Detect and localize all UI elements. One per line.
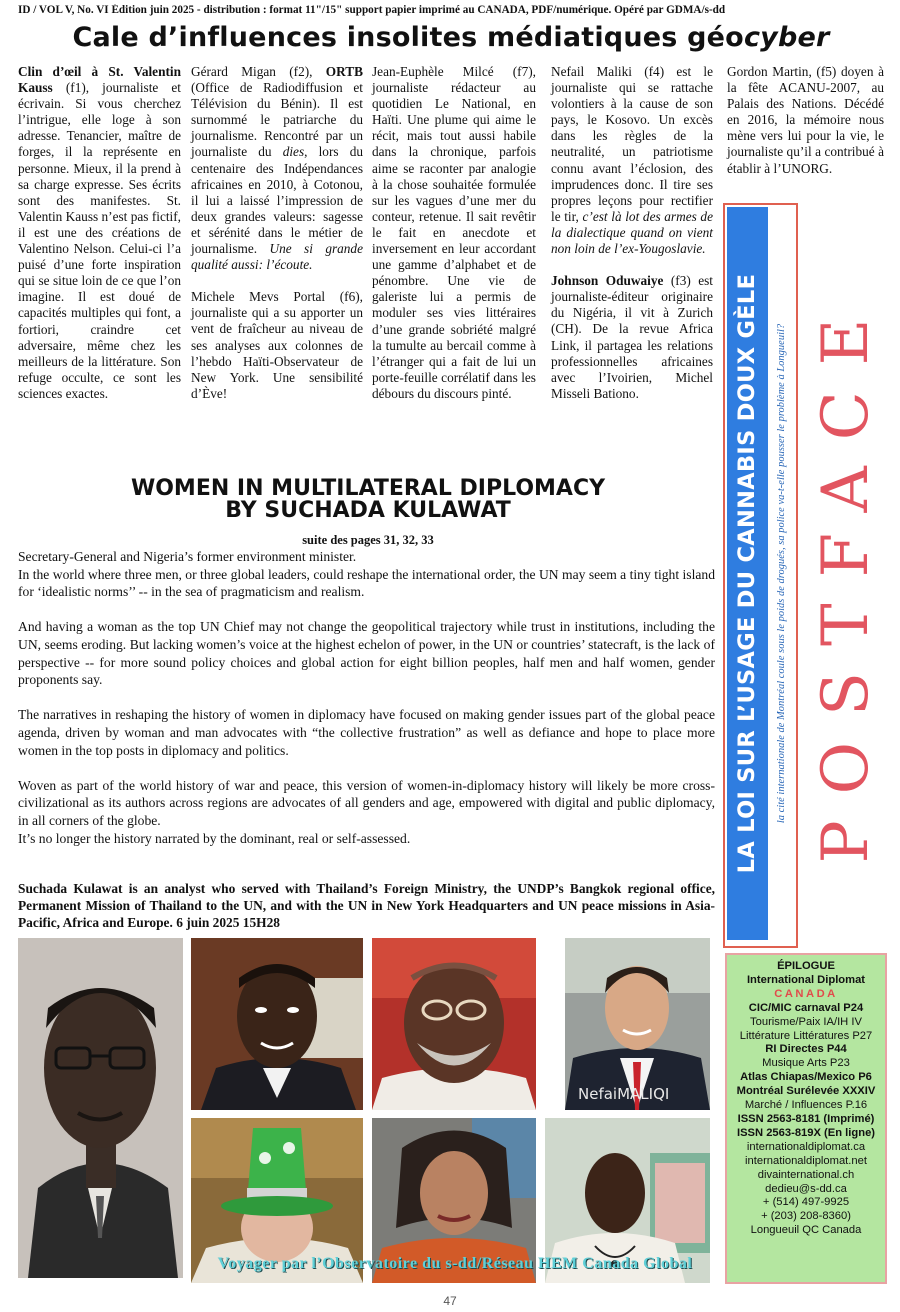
article-paragraph: It’s no longer the history narrated by the dominant, real or self-assessed. xyxy=(18,830,411,846)
column-migan-mevs xyxy=(191,64,363,402)
photo-f1-portrait xyxy=(18,938,183,1278)
contact-website-ca[interactable]: internationaldiplomat.ca xyxy=(746,1140,866,1153)
edition-header: ID / VOL V, No. VI Édition juin 2025 - distribution : format 11"/15" support papier imprimé au CANADA, PDF/numérique. Opéré par GDMA/s-dd xyxy=(18,4,726,16)
article-paragraph: Woven as part of the world history of war and peace, this version of women-in-diplomacy history will likely be more cross-civilizational as its authors across regions are advocates of all genders and age, empowered with digital and public diplomacy, in all corners of the globe. xyxy=(18,777,715,828)
column-martin xyxy=(727,64,884,177)
col2-p1-name: Gérard Migan xyxy=(191,64,276,79)
page-title-italic: cyber xyxy=(743,22,830,53)
col1-name: Clin d’œil à St. Valentin Kauss xyxy=(18,64,181,96)
col3-name: Jean-Euphèle Milcé xyxy=(372,64,494,79)
col4-p1-italic: c’est là lot des armes de la dialectique quand on vient non loin de l’ex-Yougoslavie. xyxy=(551,208,713,257)
article-title xyxy=(18,478,718,522)
col2-p1-dies: dies xyxy=(282,144,305,160)
photo-f2-drawing xyxy=(191,938,363,1110)
epilogue-country: CANADA xyxy=(774,987,838,1000)
photo-caption: Voyager par l’Observatoire du s-dd/Réseau HEM Canada Global xyxy=(217,1255,693,1272)
epilogue-item[interactable]: Atlas Chiapas/Mexico P6 xyxy=(740,1071,872,1084)
col5-text: , (f5) doyen à la fête ACANU-2007, au Palais des Nations. Décédé en 2016, la mémoire nous mène vers lui pour la vie, le journaliste qu’il a contribué à établir à l’UNORG. xyxy=(727,64,884,176)
epilogue-issn-online: ISSN 2563-819X (En ligne) xyxy=(736,1126,876,1139)
epilogue-item[interactable]: Marché / Influences P.16 xyxy=(744,1099,868,1112)
epilogue-item[interactable]: CIC/MIC carnaval P24 xyxy=(748,1001,864,1014)
col4-p2-name: Johnson Oduwaiye xyxy=(551,273,664,289)
sidebar-vertical-subtitle: la cité internationale de Montréal coule sous le poids de drogués, sa police va-t-elle pousser le problème à Longueuil? xyxy=(776,323,787,824)
article-paragraph: And having a woman as the top UN Chief may not change the geopolitical trajectory while trust in institutions, including the UN, seems eroding. But lacking women’s voice at the highest echelon of power, in the UN or countries’ statecraft, is the lack of perspective -- for more sound policy choices and global action for eight billion peoples, half men and half women, gender proponents say. xyxy=(18,619,715,688)
epilogue-subtitle: International Diplomat xyxy=(746,973,866,986)
epilogue-item[interactable]: Musique Arts P23 xyxy=(762,1057,850,1070)
epilogue-item[interactable]: Montréal Surélevée XXXIV xyxy=(736,1085,876,1098)
col2-p2-name: Michele Mevs Portal xyxy=(191,289,326,305)
epilogue-item[interactable]: Tourisme/Paix IA/IH IV xyxy=(750,1015,862,1028)
col2-p1-ref: (f2), xyxy=(275,64,326,79)
article-paragraph: The narratives in reshaping the history of women in diplomacy have focused on making gender issues part of the global peace agenda, driven by woman and man advocates with “the collective frustration” as well as defiance and hope to place more women in the top posts in diplomacy and politics. xyxy=(18,707,715,758)
epilogue-item[interactable]: Littérature Littératures P27 xyxy=(739,1029,873,1042)
photo-f2-migan xyxy=(191,938,363,1110)
col2-p1-org: ORTB xyxy=(325,64,364,79)
epilogue-item[interactable]: RI Directes P44 xyxy=(765,1043,847,1056)
article-title-line1: WOMEN IN MULTILATERAL DIPLOMACY xyxy=(130,476,606,501)
col4-p1-text: (f4) est le journaliste qui se rattache volontiers à la cause de son pays, le Kosovo. Un excès dans les règles de la neutralité, un patriotisme connu avant l’éclosion, des imprudences donc. Il tire ses propres leçons pour rectifier le tir, xyxy=(551,64,713,224)
page-title xyxy=(18,22,884,53)
contact-phone-2: + (203) 208-8360) xyxy=(761,1210,851,1223)
col2-p1-italic: Une si grande qualité aussi: l’écoute. xyxy=(191,241,363,273)
photo-f1-drawing xyxy=(18,938,183,1278)
contact-email[interactable]: dedieu@s-dd.ca xyxy=(765,1182,847,1195)
contact-website-net[interactable]: internationaldiplomat.net xyxy=(745,1154,867,1167)
article-paragraph: In the world where three men, or three global leaders, could reshape the international order, the UN may seem a tiny tight island for ‘idealistic norms’’ -- in the sea of pragmaticism and realism. xyxy=(18,566,715,600)
article-paragraph: Secretary-General and Nigeria’s former environment minister. xyxy=(18,549,357,564)
contact-website-ch[interactable]: divainternational.ch xyxy=(757,1168,855,1181)
article-continuation: suite des pages 31, 32, 33 xyxy=(302,533,434,547)
column-milce xyxy=(372,64,536,402)
article-title-line2: BY SUCHADA KULAWAT xyxy=(225,498,511,523)
col4-p1-name: Nefail Maliki xyxy=(551,64,632,79)
col5-name: Gordon Martin xyxy=(727,64,809,79)
contact-phone-1: + (514) 497-9925 xyxy=(762,1196,850,1209)
col2-p1-text: (Office de Radiodiffusion et Télévision du Bénin). Il est surnommé le patriarche du journalisme. Rencontré par un journaliste du xyxy=(191,80,363,160)
epilogue-box xyxy=(725,953,887,1284)
sidebar-headline-box xyxy=(723,203,798,948)
col2-p1-text2: , lors du centenaire des Indépendances africaines en 2010, à Cotonou, il lui a laissé l’impression de deux grandes valeurs: sagesse et sérénité dans le métier de journalisme. xyxy=(191,144,363,257)
epilogue-issn-print: ISSN 2563-8181 (Imprimé) xyxy=(737,1112,875,1125)
col4-p2-text: (f3) est journaliste-éditeur originaire du Nigéria, il vit à Zurich (CH). De la revue Africa Link, il partagea les relations professionnelles africaines avec l’Ivoirien, Michel Misseli Bationo. xyxy=(551,273,713,401)
postface-title: POSTFACE xyxy=(809,292,883,864)
column-kauss xyxy=(18,64,181,402)
col2-p2-text: (f6), journaliste qui a su apporter un vent de fraîcheur au niveau de ses analyses aux colonnes de l’hebdo Haïti-Observateur de New York. Une sensibilité d’Ève! xyxy=(191,289,363,401)
author-bio: Suchada Kulawat is an analyst who served with Thailand’s Foreign Ministry, the UNDP’s Bangkok regional office, Permanent Mission of Thailand to the UN, and with the UN in New York Headquarters and UN peace missions in Asia-Pacific, Africa and Europe. 6 juin 2025 15H28 xyxy=(18,881,715,931)
photo-name-overlay-last: MALIQI xyxy=(617,1085,670,1103)
sidebar-vertical-title: LA LOI SUR L’USAGE DU CANNABIS DOUX GÈLE xyxy=(734,273,760,874)
col1-text: (f1), journaliste et écrivain. Si vous cherchez l’intrigue, elle loge à son adresse. Tenancier, maître de forges, il la représente en personne. Mieux, il la prend à sa charge expresse. Ses écrits sont des manifestes. St. Valentin Kauss n’est pas fictif, il est une des créations de Valentino Nelson. Celui-ci l’a puisé d’une forte inspiration qui se situe loin de ce que l’on imagine. Il est doué de capacités multiples qui font, a fortiori, craindre cet adversaire, même chez les meilleurs de la littérature. Son refuge occulte, ce sont les sciences exactes. xyxy=(18,80,181,401)
page-title-main: Cale d’influences insolites médiatiques géo xyxy=(72,22,744,53)
contact-location: Longueuil QC Canada xyxy=(750,1224,862,1237)
col3-text: (f7), journaliste rédacteur au quotidien Le National, en Haïti. Une plume qui aime le récit, mais tout aussi habile dans la chronique, parfois aime se raconter par analogie à la chose souhaitée formulée sur les vagues d’une mer du conteur, retenue. Il sait revêtir le fait en anecdote et inversement en leur accordant une gamme d’alphabet et de pénombre. Une vie de galeriste lui a permis de moduler ses vies littéraires d’une grande sobriété malgré la tumulte au bercail comme à l’étranger qui a fait de lui un porte-feuille corrélatif dans les débours du discours pinté. xyxy=(372,64,536,401)
photo-name-overlay-first: Nefai xyxy=(578,1085,618,1103)
page-number: 47 xyxy=(443,1294,457,1308)
photo-f7-milce xyxy=(372,938,536,1110)
article-body xyxy=(18,548,715,847)
photo-f7-drawing xyxy=(372,938,536,1110)
column-maliki-oduwaiye xyxy=(551,64,713,402)
photo-name-overlay xyxy=(578,1085,669,1103)
epilogue-title: ÉPILOGUE xyxy=(777,960,835,972)
